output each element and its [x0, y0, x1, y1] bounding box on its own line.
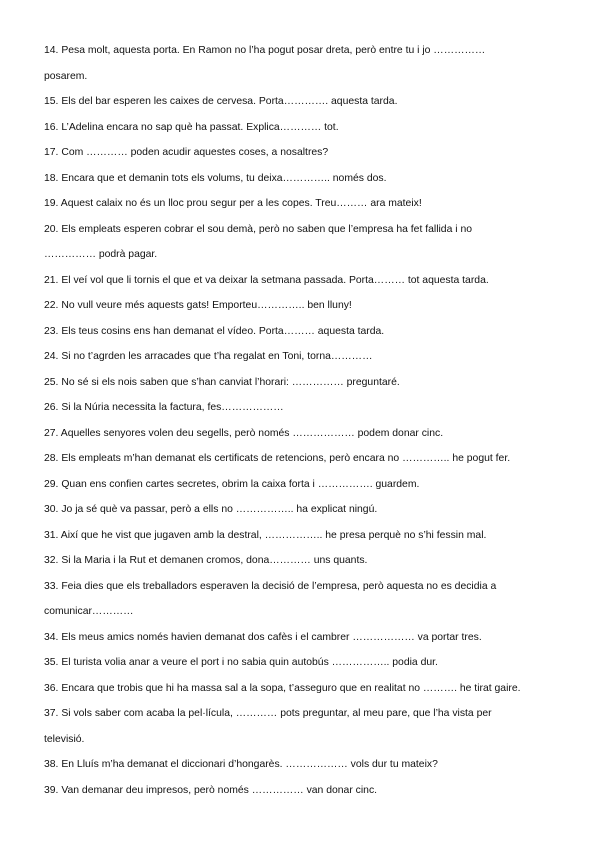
- exercise-37-line-1: 37. Si vols saber com acaba la pel·lícula, ………… pots preguntar, al meu pare, que l’ha vista per: [44, 708, 492, 719]
- exercise-19: 19. Aquest calaix no és un lloc prou segur per a les copes. Treu……… ara mateix!: [44, 198, 422, 209]
- exercise-18: 18. Encara que et demanin tots els volums, tu deixa………….. només dos.: [44, 172, 387, 184]
- exercise-21: 21. El veí vol que li tornis el que et va deixar la setmana passada. Porta……… tot aquesta tarda.: [44, 274, 489, 286]
- exercise-14-line-1: 14. Pesa molt, aquesta porta. En Ramon no l’ha pogut posar dreta, però entre tu i jo ……………: [44, 45, 486, 56]
- exercise-36: 36. Encara que trobis que hi ha massa sal a la sopa, t’asseguro que en realitat no ………. he tirat gaire.: [44, 682, 521, 694]
- exercise-38: 38. En Lluís m’ha demanat el diccionari d’hongarès. ……………… vols dur tu mateix?: [44, 759, 438, 770]
- exercise-30: 30. Jo ja sé què va passar, però a ells no …………….. ha explicat ningú.: [44, 504, 378, 515]
- exercise-31: 31. Així que he vist que jugaven amb la destral, …………….. he presa perquè no s’hi fessin mal.: [44, 529, 487, 541]
- exercise-28: 28. Els empleats m’han demanat els certificats de retencions, però encara no ………….. he pogut fer.: [44, 453, 511, 464]
- exercise-37-line-2: televisió.: [44, 733, 85, 745]
- exercise-39: 39. Van demanar deu impresos, però només …………… van donar cinc.: [44, 784, 378, 796]
- exercise-23: 23. Els teus cosins ens han demanat el vídeo. Porta……… aquesta tarda.: [44, 325, 385, 337]
- exercise-27: 27. Aquelles senyores volen deu segells, però només ……………… podem donar cinc.: [44, 427, 444, 439]
- exercise-sheet: [44, 38, 564, 803]
- exercise-20-line-2: …………… podrà pagar.: [44, 249, 158, 260]
- exercise-14-line-2: posarem.: [44, 70, 88, 82]
- exercise-22: 22. No vull veure més aquests gats! Emporteu………….. ben lluny!: [44, 300, 352, 311]
- exercise-20-line-1: 20. Els empleats esperen cobrar el sou demà, però no saben que l’empresa ha fet fallida i no: [44, 223, 473, 235]
- exercise-16: 16. L’Adelina encara no sap què ha passat. Explica………… tot.: [44, 121, 339, 133]
- exercise-25: 25. No sé si els nois saben que s’han canviat l’horari: …………… preguntaré.: [44, 376, 400, 388]
- exercise-33-line-1: 33. Feia dies que els treballadors esperaven la decisió de l’empresa, però aquesta no es decidia a: [44, 580, 497, 592]
- exercise-34: 34. Els meus amics només havien demanat dos cafès i el cambrer ……………… va portar tres.: [44, 631, 482, 643]
- exercise-26: 26. Si la Núria necessita la factura, fes………………: [44, 402, 284, 413]
- exercise-33-line-2: comunicar…………: [44, 606, 134, 617]
- exercise-29: 29. Quan ens confien cartes secretes, obrim la caixa forta i ……………. guardem.: [44, 478, 420, 490]
- exercise-35: 35. El turista volia anar a veure el port i no sabia quin autobús …………….. podia dur.: [44, 657, 438, 668]
- exercise-32: 32. Si la Maria i la Rut et demanen cromos, dona………… uns quants.: [44, 555, 368, 566]
- exercise-17: 17. Com ………… poden acudir aquestes coses, a nosaltres?: [44, 147, 329, 158]
- exercise-24: 24. Si no t’agrden les arracades que t’ha regalat en Toni, torna…………: [44, 351, 373, 362]
- exercise-15: 15. Els del bar esperen les caixes de cervesa. Porta…………. aquesta tarda.: [44, 96, 398, 107]
